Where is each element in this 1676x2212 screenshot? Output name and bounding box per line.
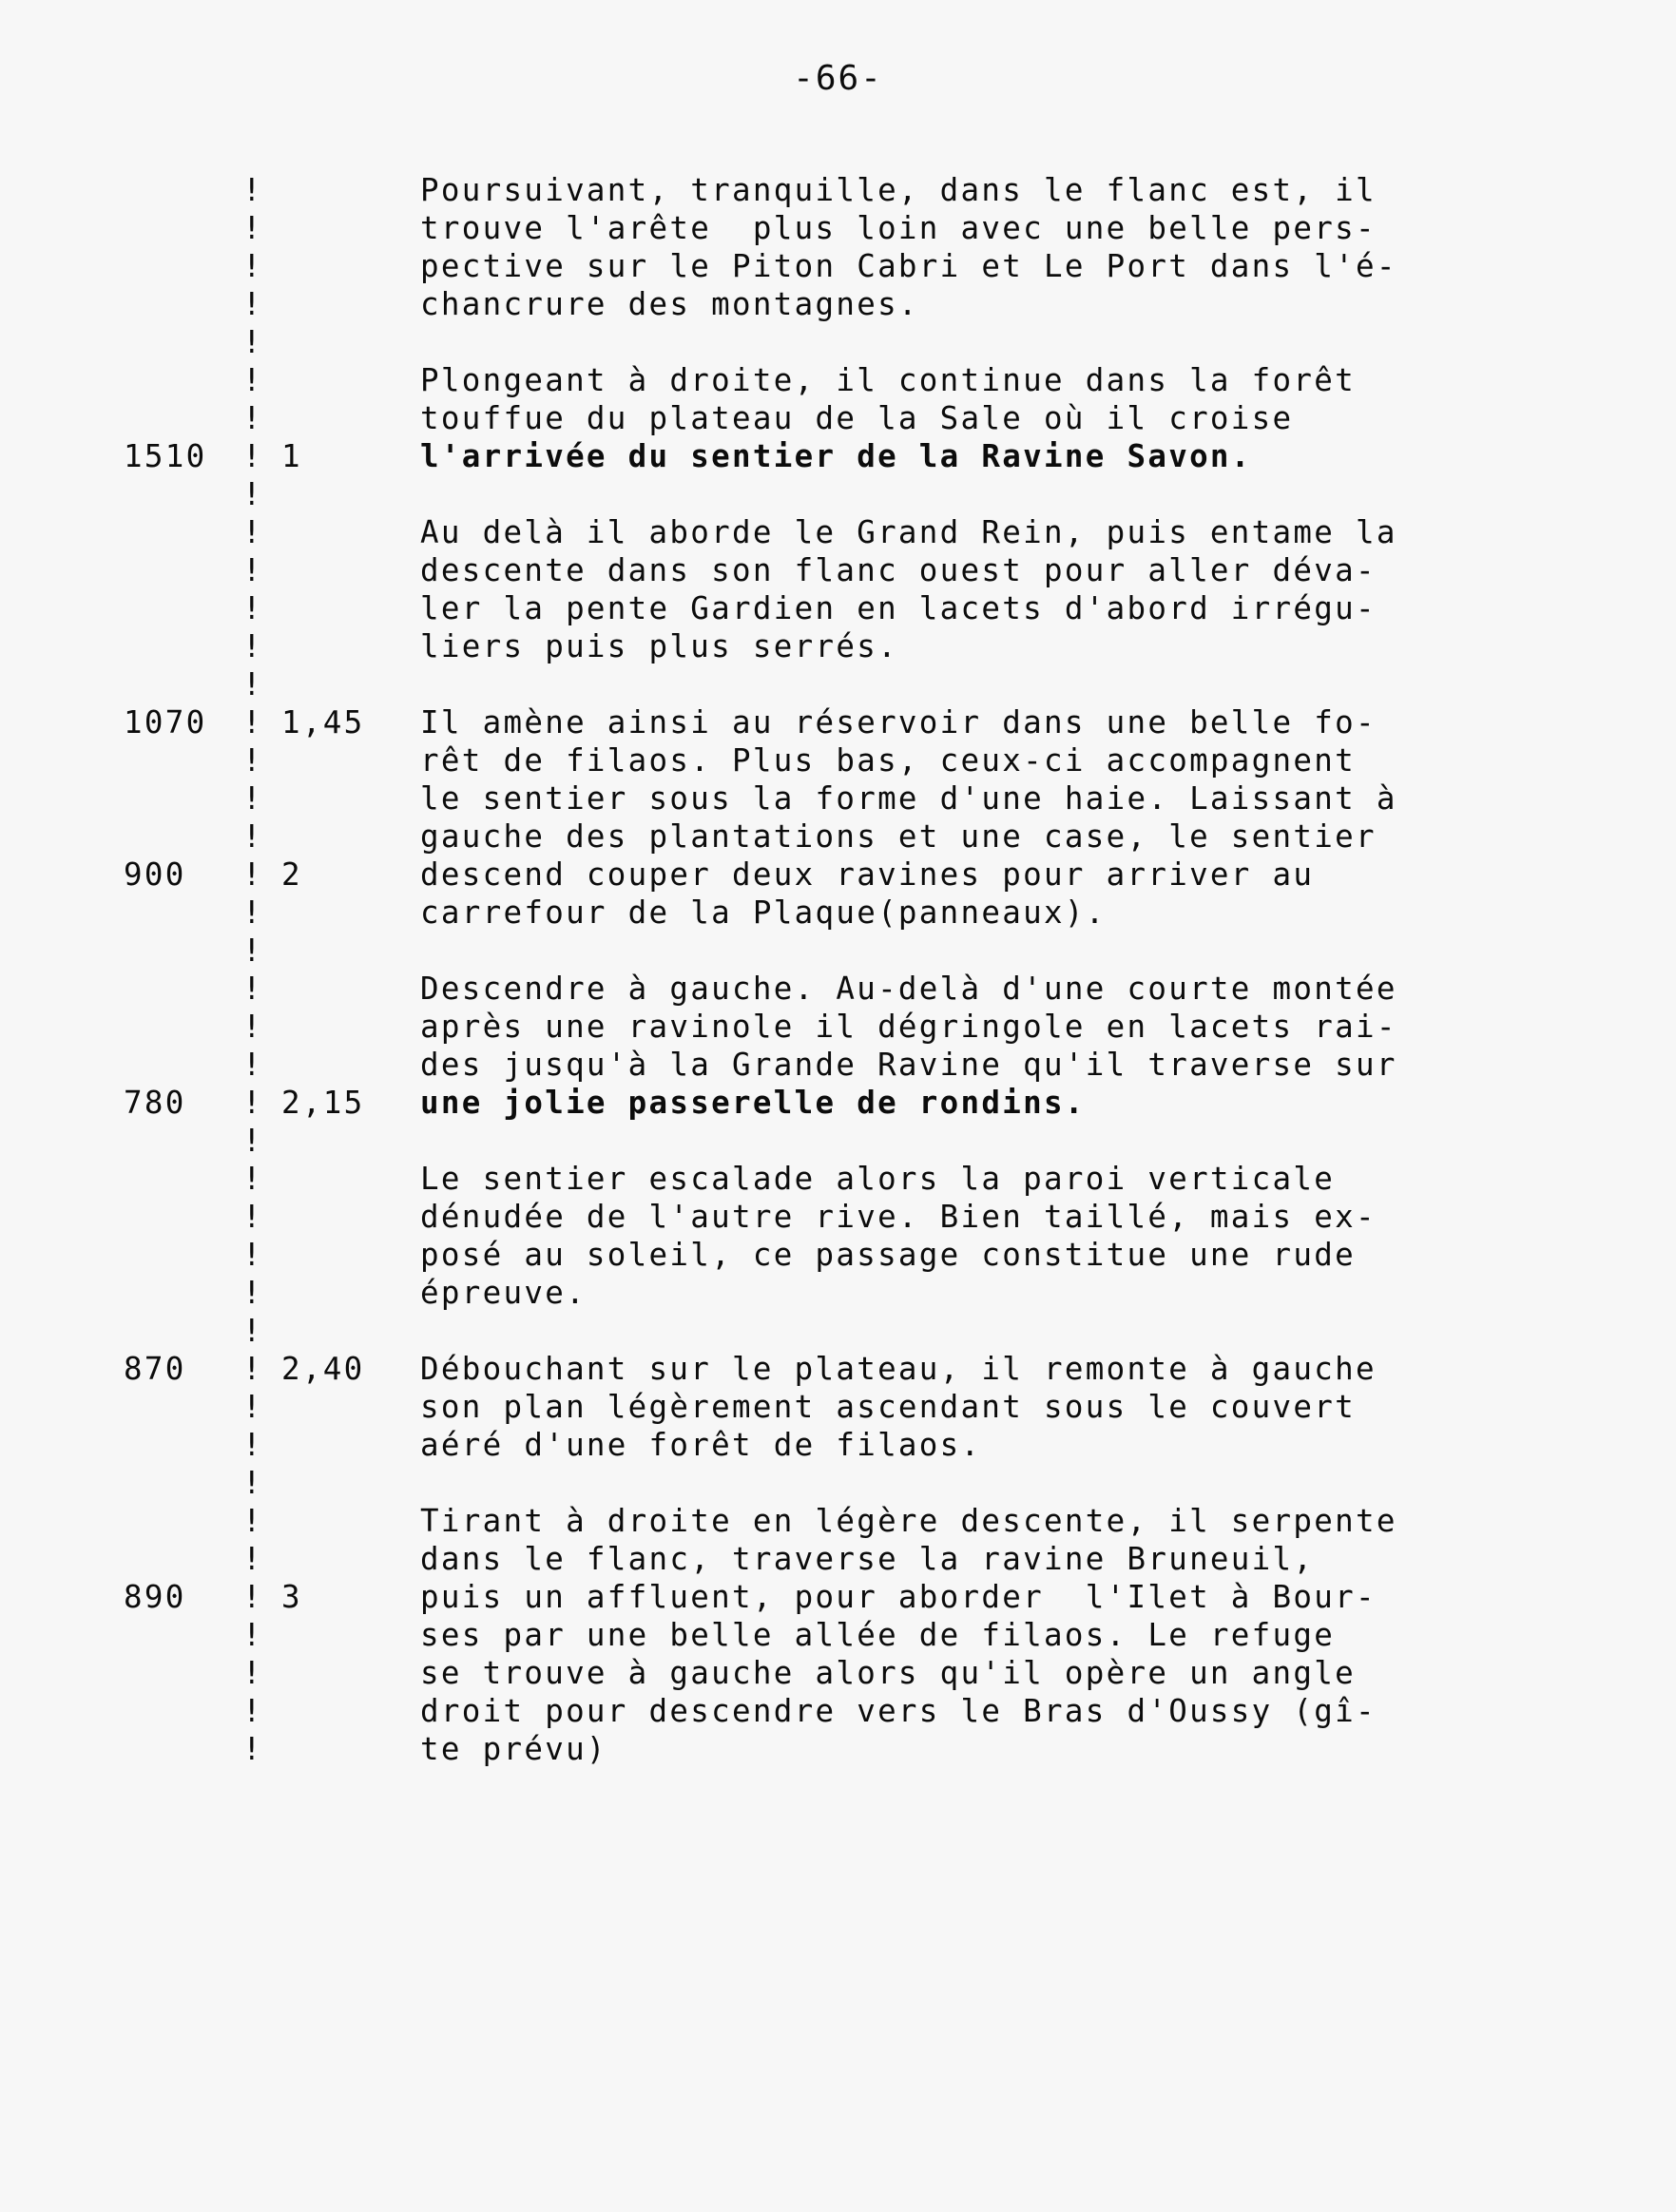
line-text: Poursuivant, tranquille, dans le flanc est, il (420, 172, 1377, 208)
margin-separator: ! (242, 856, 263, 893)
text-line (0, 665, 1676, 703)
line-text: gauche des plantations et une case, le sentier (420, 818, 1377, 855)
altitude-value: 890 (124, 1579, 186, 1615)
line-text: Débouchant sur le plateau, il remonte à gauche (420, 1351, 1377, 1387)
text-line (0, 1730, 1676, 1768)
margin-separator: ! (242, 362, 263, 398)
margin-separator: ! (242, 1731, 263, 1767)
altitude-value: 1070 (124, 704, 207, 741)
margin-separator: ! (242, 704, 263, 741)
margin-separator: ! (242, 1617, 263, 1653)
text-line (0, 1236, 1676, 1274)
text-line (0, 361, 1676, 399)
line-text: chancrure des montagnes. (420, 286, 919, 322)
margin-separator: ! (242, 1389, 263, 1425)
line-text: te prévu) (420, 1731, 607, 1767)
text-line (0, 1122, 1676, 1160)
line-text: Le sentier escalade alors la paroi verticale (420, 1161, 1336, 1197)
margin-separator: ! (242, 400, 263, 436)
line-text: se trouve à gauche alors qu'il opère un angle (420, 1655, 1356, 1691)
text-line (0, 779, 1676, 817)
text-line (0, 1160, 1676, 1198)
line-text: trouve l'arête plus loin avec une belle pers- (420, 210, 1377, 246)
line-text: après une ravinole il dégringole en lacets rai- (420, 1009, 1397, 1045)
margin-separator: ! (242, 1693, 263, 1729)
line-text: pective sur le Piton Cabri et Le Port dans l'é- (420, 248, 1397, 284)
margin-separator: ! (242, 1237, 263, 1273)
text-line (0, 1198, 1676, 1236)
text-line (0, 1692, 1676, 1730)
altitude-value: 1510 (124, 438, 207, 474)
text-line (0, 894, 1676, 932)
text-line (0, 856, 1676, 894)
line-text: aéré d'une forêt de filaos. (420, 1427, 982, 1463)
text-line (0, 171, 1676, 209)
text-line (0, 589, 1676, 627)
line-text: Descendre à gauche. Au-delà d'une courte montée (420, 971, 1397, 1007)
line-text: dans le flanc, traverse la ravine Bruneuil, (420, 1541, 1315, 1577)
line-text: Tirant à droite en légère descente, il serpente (420, 1503, 1397, 1539)
line-text: Plongeant à droite, il continue dans la forêt (420, 362, 1356, 398)
page-number: -66- (793, 59, 883, 98)
time-value: 2 (281, 856, 302, 893)
text-line (0, 1654, 1676, 1692)
text-line (0, 1274, 1676, 1312)
altitude-value: 780 (124, 1085, 186, 1121)
text-line (0, 437, 1676, 475)
line-text: carrefour de la Plaque(panneaux). (420, 894, 1107, 931)
margin-separator: ! (242, 818, 263, 855)
text-line (0, 1616, 1676, 1654)
text-line (0, 1540, 1676, 1578)
text-line (0, 1046, 1676, 1084)
margin-separator: ! (242, 1579, 263, 1615)
text-line (0, 1578, 1676, 1616)
line-text: le sentier sous la forme d'une haie. Laissant à (420, 780, 1397, 817)
line-text: touffue du plateau de la Sale où il croise (420, 400, 1294, 436)
text-line (0, 1388, 1676, 1426)
line-text: droit pour descendre vers le Bras d'Oussy (gî- (420, 1693, 1377, 1729)
margin-separator: ! (242, 1009, 263, 1045)
text-line (0, 703, 1676, 741)
text-line (0, 627, 1676, 665)
text-line (0, 551, 1676, 589)
margin-separator: ! (242, 476, 263, 512)
text-line (0, 513, 1676, 551)
line-text: descend couper deux ravines pour arriver au (420, 856, 1315, 893)
margin-separator: ! (242, 1085, 263, 1121)
text-line (0, 475, 1676, 513)
margin-separator: ! (242, 628, 263, 664)
margin-separator: ! (242, 1465, 263, 1501)
line-text: liers puis plus serrés. (420, 628, 898, 664)
line-text: ses par une belle allée de filaos. Le refuge (420, 1617, 1336, 1653)
margin-separator: ! (242, 324, 263, 360)
line-text: ler la pente Gardien en lacets d'abord irrégu- (420, 590, 1377, 626)
time-value: 2,15 (281, 1085, 365, 1121)
line-text: posé au soleil, ce passage constitue une rude (420, 1237, 1356, 1273)
margin-separator: ! (242, 514, 263, 550)
text-line (0, 285, 1676, 323)
margin-separator: ! (242, 248, 263, 284)
margin-separator: ! (242, 742, 263, 779)
text-line (0, 399, 1676, 437)
line-text: son plan légèrement ascendant sous le couvert (420, 1389, 1356, 1425)
line-text: une jolie passerelle de rondins. (420, 1085, 1086, 1121)
margin-separator: ! (242, 1199, 263, 1235)
text-line (0, 1464, 1676, 1502)
margin-separator: ! (242, 1541, 263, 1577)
time-value: 3 (281, 1579, 302, 1615)
margin-separator: ! (242, 210, 263, 246)
margin-separator: ! (242, 894, 263, 931)
line-text: Il amène ainsi au réservoir dans une belle fo- (420, 704, 1377, 741)
margin-separator: ! (242, 1123, 263, 1159)
text-line (0, 970, 1676, 1008)
time-value: 1,45 (281, 704, 365, 741)
margin-separator: ! (242, 1161, 263, 1197)
altitude-value: 900 (124, 856, 186, 893)
line-text: dénudée de l'autre rive. Bien taillé, mais ex- (420, 1199, 1377, 1235)
margin-separator: ! (242, 666, 263, 702)
time-value: 1 (281, 438, 302, 474)
text-line (0, 1008, 1676, 1046)
margin-separator: ! (242, 590, 263, 626)
line-text: des jusqu'à la Grande Ravine qu'il traverse sur (420, 1047, 1397, 1083)
margin-separator: ! (242, 1313, 263, 1349)
margin-separator: ! (242, 1655, 263, 1691)
margin-separator: ! (242, 1351, 263, 1387)
line-text: puis un affluent, pour aborder l'Ilet à Bour- (420, 1579, 1377, 1615)
margin-separator: ! (242, 971, 263, 1007)
line-text: descente dans son flanc ouest pour aller déva- (420, 552, 1377, 588)
margin-separator: ! (242, 552, 263, 588)
line-text: rêt de filaos. Plus bas, ceux-ci accompagnent (420, 742, 1356, 779)
margin-separator: ! (242, 1047, 263, 1083)
text-line (0, 817, 1676, 856)
text-line (0, 1312, 1676, 1350)
line-text: l'arrivée du sentier de la Ravine Savon. (420, 438, 1252, 474)
line-text: épreuve. (420, 1275, 587, 1311)
text-line (0, 1084, 1676, 1122)
margin-separator: ! (242, 780, 263, 817)
text-line (0, 247, 1676, 285)
text-line (0, 323, 1676, 361)
margin-separator: ! (242, 286, 263, 322)
altitude-value: 870 (124, 1351, 186, 1387)
margin-separator: ! (242, 1503, 263, 1539)
text-line (0, 209, 1676, 247)
margin-separator: ! (242, 172, 263, 208)
text-line (0, 741, 1676, 779)
text-line (0, 932, 1676, 970)
margin-separator: ! (242, 1427, 263, 1463)
margin-separator: ! (242, 438, 263, 474)
line-text: Au delà il aborde le Grand Rein, puis entame la (420, 514, 1397, 550)
text-line (0, 1502, 1676, 1540)
time-value: 2,40 (281, 1351, 365, 1387)
margin-separator: ! (242, 933, 263, 969)
margin-separator: ! (242, 1275, 263, 1311)
text-line (0, 1350, 1676, 1388)
text-line (0, 1426, 1676, 1464)
